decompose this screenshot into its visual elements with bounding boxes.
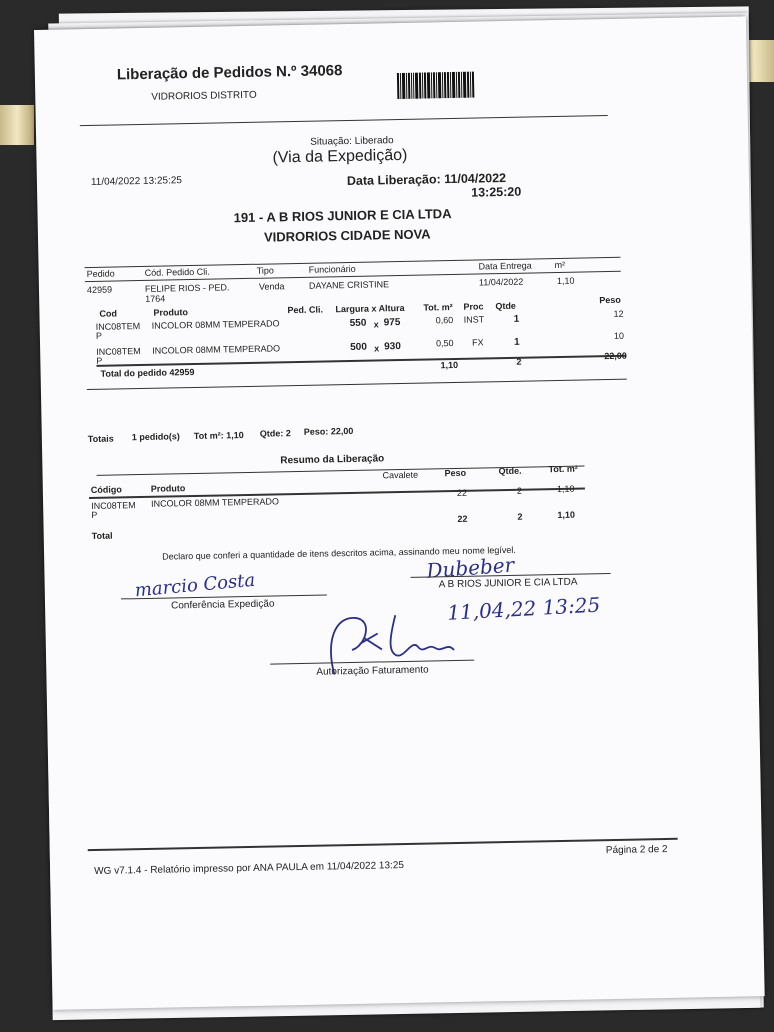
footer-page-number: Página 2 de 2 <box>605 843 668 857</box>
item-col-produto: Produto <box>153 307 189 318</box>
item-1-cod-line1: INC08TEM <box>95 321 141 332</box>
conferencia-label: Conferência Expedição <box>170 598 275 612</box>
header-rule <box>80 115 608 126</box>
customer-subname: VIDRORIOS CIDADE NOVA <box>263 226 431 245</box>
item-2-altura: 930 <box>384 341 401 353</box>
item-2-cod-line1: INC08TEM <box>96 346 141 357</box>
order-cod-cli-1: FELIPE RIOS - PED. <box>144 282 230 294</box>
order-data-entrega: 11/04/2022 <box>478 276 524 288</box>
conferencia-signature-text: marcio Costa <box>133 569 257 602</box>
item-1-tot-m2: 0,60 <box>435 315 454 326</box>
item-2-proc: FX <box>471 337 484 348</box>
handwritten-date <box>447 593 601 625</box>
resumo-col-codigo: Código <box>90 484 122 495</box>
item-2-qtde: 1 <box>513 336 520 348</box>
via-label: (Via da Expedição) <box>272 146 408 167</box>
company-signature-text: Dubeber <box>425 552 515 583</box>
barcode <box>397 71 489 99</box>
resumo-col-peso: Peso <box>444 467 467 479</box>
totals-peso: Peso: 22,00 <box>303 425 354 437</box>
col-cod-pedido-cli: Cód. Pedido Cli. <box>144 266 210 278</box>
item-2-peso: 10 <box>613 330 625 341</box>
item-col-cod: Cod <box>99 308 118 319</box>
order-total-peso: 22,00 <box>604 350 627 362</box>
col-data-entrega: Data Entrega <box>478 260 532 272</box>
order-total-qtde: 2 <box>516 356 522 367</box>
release-document-page <box>34 16 765 1009</box>
handwritten-date-text: 11,04,22 13:25 <box>446 592 601 625</box>
order-bottom-rule <box>87 379 627 390</box>
totals-pedidos: 1 pedido(s) <box>131 431 180 443</box>
declaration-text: Declaro que conferi a quantidade de itens descritos acima, assinando meu nome legível. <box>162 544 516 562</box>
order-pedido: 42959 <box>86 284 113 296</box>
situation-label: Situação: Liberado <box>310 135 394 148</box>
background-light-left <box>0 105 34 145</box>
col-tipo: Tipo <box>256 265 274 276</box>
item-2-cod-line2: P <box>96 355 103 366</box>
resumo-total-qtde: 2 <box>517 511 523 522</box>
footer-left-text: WG v7.1.4 - Relatório impresso por ANA PAULA em 11/04/2022 13:25 <box>94 860 405 877</box>
totals-label: Totais <box>87 433 114 445</box>
item-col-peso: Peso <box>599 294 621 306</box>
item-1-cod-line2: P <box>95 330 102 341</box>
order-funcionario: DAYANE CRISTINE <box>308 279 390 291</box>
order-total-rule <box>96 355 626 367</box>
order-cod-cli-2: 1764 <box>145 293 166 304</box>
totals-qtde: Qtde: 2 <box>259 428 291 439</box>
order-total-label: Total do pedido 42959 <box>100 366 195 379</box>
resumo-total-tot-m2: 1,10 <box>557 509 576 521</box>
item-2-produto: INCOLOR 08MM TEMPERADO <box>152 343 281 356</box>
resumo-row-peso: 22 <box>456 487 468 498</box>
item-1-x: x <box>373 319 379 330</box>
item-1-produto: INCOLOR 08MM TEMPERADO <box>151 318 280 331</box>
company-label: A B RIOS JUNIOR E CIA LTDA <box>438 576 578 591</box>
release-time: 13:25:20 <box>471 184 522 200</box>
document-subtitle: VIDRORIOS DISTRITO <box>151 89 257 103</box>
resumo-col-cavalete: Cavalete <box>382 469 419 481</box>
item-2-tot-m2: 0,50 <box>435 338 454 349</box>
order-tipo: Venda <box>258 281 285 292</box>
item-1-largura: 550 <box>349 317 367 329</box>
item-2-largura: 500 <box>350 341 367 353</box>
release-date: Data Liberação: 11/04/2022 <box>346 170 507 189</box>
resumo-row-codigo-1: INC08TEM <box>91 500 136 511</box>
item-1-altura: 975 <box>383 317 401 329</box>
customer-name: 191 - A B RIOS JUNIOR E CIA LTDA <box>233 206 452 226</box>
autorizacao-label: Autorização Faturamento <box>316 664 429 678</box>
item-2-x: x <box>374 343 380 354</box>
item-1-proc: INST <box>463 314 485 325</box>
col-funcionario: Funcionário <box>308 263 356 275</box>
resumo-col-produto: Produto <box>150 483 186 494</box>
totals-m2: Tot m²: 1,10 <box>193 430 244 442</box>
item-col-qtde: Qtde <box>495 300 516 312</box>
resumo-total-peso: 22 <box>457 513 468 524</box>
resumo-row-codigo-2: P <box>91 509 98 520</box>
col-pedido: Pedido <box>86 268 115 280</box>
resumo-row-qtde: 2 <box>516 485 523 496</box>
item-1-peso: 12 <box>613 308 624 319</box>
resumo-row-produto: INCOLOR 08MM TEMPERADO <box>151 496 280 509</box>
order-total-m2: 1,10 <box>440 359 459 371</box>
print-datetime: 11/04/2022 13:25:25 <box>90 175 183 188</box>
item-1-qtde: 1 <box>513 313 520 325</box>
order-m2: 1,10 <box>556 275 575 287</box>
item-col-largura-altura: Largura x Altura <box>335 302 405 315</box>
resumo-col-tot-m2: Tot. m² <box>548 463 578 475</box>
resumo-row-tot-m2: 1,10 <box>556 483 575 495</box>
document-title: Liberação de Pedidos N.º 34068 <box>116 62 343 84</box>
item-col-proc: Proc <box>463 301 484 312</box>
resumo-col-qtde: Qtde. <box>498 465 522 477</box>
item-col-ped-cli: Ped. Cli. <box>287 304 324 316</box>
item-col-tot-m2: Tot. m² <box>423 302 453 313</box>
resumo-title: Resumo da Liberação <box>280 453 385 467</box>
footer-rule <box>88 838 678 851</box>
col-m2: m² <box>554 259 566 271</box>
resumo-total-label: Total <box>91 530 113 541</box>
